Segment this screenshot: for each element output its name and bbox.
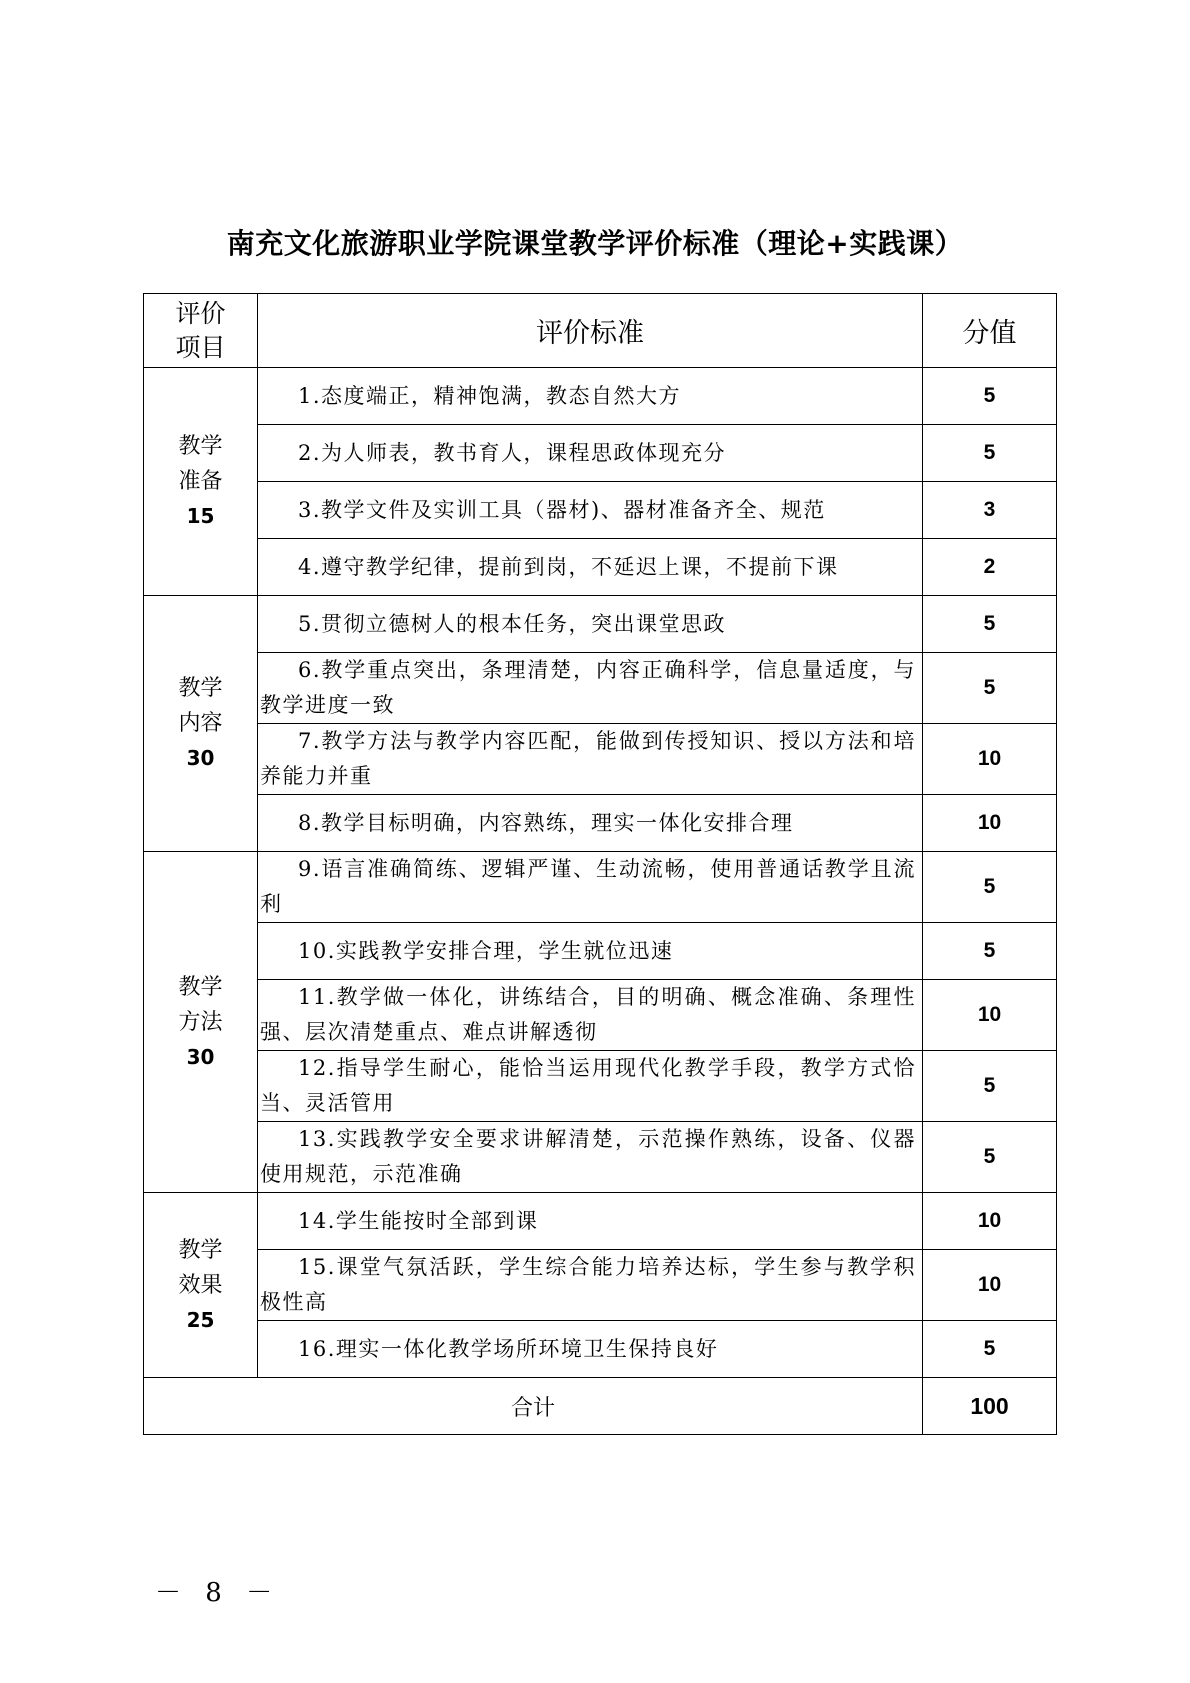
table-row [144,795,1057,852]
table-row [144,852,1057,923]
criterion-score: 10 [923,795,1057,852]
header-category-line2: 项目 [175,332,226,362]
header-score: 分值 [923,294,1057,368]
table-row [144,539,1057,596]
category-cell [144,596,258,852]
category-points: 25 [186,1307,215,1332]
criterion-text: 5.贯彻立德树人的根本任务，突出课堂思政 [258,596,923,653]
category-name-line2: 方法 [178,1009,223,1035]
category-points: 30 [186,746,215,770]
criterion-score: 3 [923,482,1057,539]
table-row [144,368,1057,425]
criterion-text: 15.课堂气氛活跃，学生综合能力培养达标，学生参与教学积极性高 [258,1250,923,1321]
table-row [144,1193,1057,1250]
criterion-score: 5 [923,653,1057,724]
criterion-score: 5 [923,1122,1057,1193]
table-row [144,1051,1057,1122]
page-title: 南充文化旅游职业学院课堂教学评价标准（理论+实践课） [226,227,964,260]
criterion-text: 14.学生能按时全部到课 [258,1193,923,1250]
category-name-line2: 效果 [178,1272,223,1298]
category-name-line1: 教学 [178,434,223,459]
table-row [144,596,1057,653]
category-cell [144,852,258,1193]
criterion-text: 10.实践教学安排合理，学生就位迅速 [258,923,923,980]
criterion-text: 3.教学文件及实训工具（器材)、器材准备齐全、规范 [258,482,923,539]
table-row [144,482,1057,539]
criterion-text: 1.态度端正，精神饱满，教态自然大方 [258,368,923,425]
category-cell [144,1193,258,1378]
table-row [144,1250,1057,1321]
criterion-score: 5 [923,1321,1057,1378]
total-row [144,1378,1057,1435]
category-name-line2: 准备 [178,469,223,494]
criterion-text: 12.指导学生耐心，能恰当运用现代化教学手段，教学方式恰当、灵活管用 [258,1051,923,1122]
table-row [144,1122,1057,1193]
category-name-line1: 教学 [178,1237,223,1263]
criterion-text: 7.教学方法与教学内容匹配，能做到传授知识、授以方法和培养能力并重 [258,724,923,795]
criterion-text: 2.为人师表，教书育人，课程思政体现充分 [258,425,923,482]
criterion-text: 6.教学重点突出，条理清楚，内容正确科学，信息量适度，与教学进度一致 [258,653,923,724]
page-number: － 8 － [155,1578,281,1608]
category-points: 15 [186,504,215,528]
category-name-line1: 教学 [178,676,223,701]
criterion-score: 5 [923,425,1057,482]
table-row [144,980,1057,1051]
category-cell [144,368,258,596]
criterion-score: 5 [923,852,1057,923]
evaluation-table [143,293,1057,1435]
category-points: 30 [186,1044,215,1069]
criterion-text: 11.教学做一体化，讲练结合，目的明确、概念准确、条理性强、层次清楚重点、难点讲解透彻 [258,980,923,1051]
criterion-text: 8.教学目标明确，内容熟练，理实一体化安排合理 [258,795,923,852]
table-row [144,724,1057,795]
total-value: 100 [923,1378,1057,1435]
criterion-text: 13.实践教学安全要求讲解清楚，示范操作熟练，设备、仪器使用规范，示范准确 [258,1122,923,1193]
table-header-row [144,294,1057,368]
category-name-line1: 教学 [178,974,223,1000]
category-name-line2: 内容 [178,711,223,736]
criterion-text: 16.理实一体化教学场所环境卫生保持良好 [258,1321,923,1378]
criterion-score: 5 [923,1051,1057,1122]
header-category [144,294,258,368]
table-row [144,653,1057,724]
criterion-score: 10 [923,1193,1057,1250]
criterion-score: 10 [923,1250,1057,1321]
header-category-line1: 评价 [175,298,226,328]
criterion-text: 4.遵守教学纪律，提前到岗，不延迟上课，不提前下课 [258,539,923,596]
criterion-score: 5 [923,368,1057,425]
total-label: 合计 [144,1378,923,1435]
criterion-text: 9.语言准确简练、逻辑严谨、生动流畅，使用普通话教学且流利 [258,852,923,923]
criterion-score: 5 [923,596,1057,653]
table-row [144,425,1057,482]
header-criteria: 评价标准 [258,294,923,368]
table-row [144,1321,1057,1378]
criterion-score: 2 [923,539,1057,596]
criterion-score: 10 [923,980,1057,1051]
table-row [144,923,1057,980]
criterion-score: 5 [923,923,1057,980]
criterion-score: 10 [923,724,1057,795]
